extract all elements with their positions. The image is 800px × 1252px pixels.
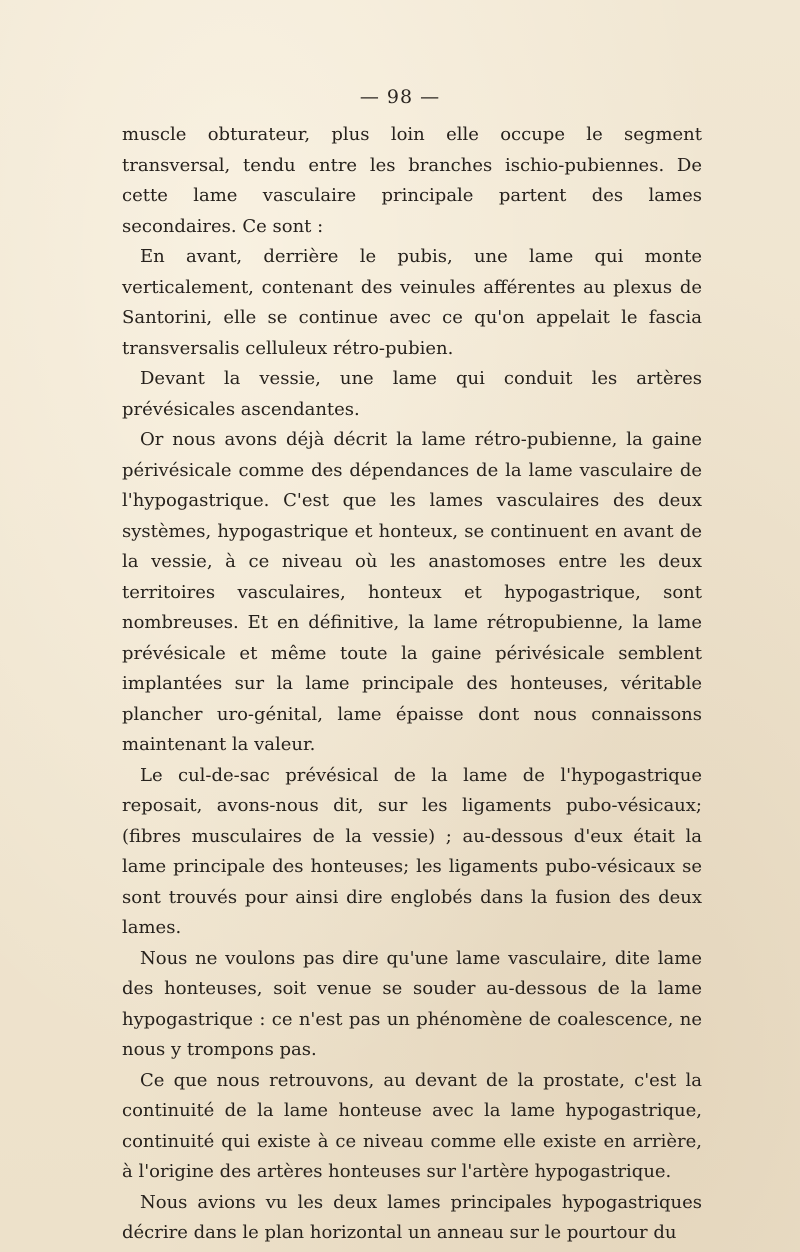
paragraph-2: En avant, derrière le pubis, une lame qui monte verticalement, contenant des veinules afférentes au plexus de Santorini, elle se continue avec ce qu'on appelait le fascia transversalis celluleux rétro-pubien. (122, 246, 702, 359)
paragraph-7: Ce que nous retrouvons, au devant de la prostate, c'est la continuité de la lame honteuse avec la lame hypogastrique, continuité qui existe à ce niveau comme elle existe en arrière, à l'origine des artères honteuses sur l'artère hypogastrique. (122, 1069, 702, 1182)
paragraph-8: Nous avions vu les deux lames principales hypogastriques décrire dans le plan horizontal un anneau sur le pourtour du (122, 1191, 702, 1243)
paragraph-4: Or nous avons déjà décrit la lame rétro-pubienne, la gaine périvésicale comme des dépendances de la lame vasculaire de l'hypogastrique. C'est que les lames vasculaires des deux systèmes, hypogastrique et honteux, se continuent en avant de la vessie, à ce niveau où les anastomoses entre les deux territoires vasculaires, honteux et hypogastrique, sont nombreuses. Et en définitive, la lame rétropubienne, la lame prévésicale et même toute la gaine périvésicale semblent implantées sur la lame principale des honteuses, véritable plancher uro-génital, lame épaisse dont nous connaissons maintenant la valeur. (122, 429, 702, 755)
paragraph-3: Devant la vessie, une lame qui conduit les artères prévésicales ascendantes. (122, 368, 702, 420)
page-number: — 98 — (359, 86, 441, 108)
paragraph-1: muscle obturateur, plus loin elle occupe le segment transversal, tendu entre les branches ischio-pubiennes. De cette lame vasculaire principale partent des lames secondaires. Ce sont : (122, 124, 702, 237)
body-text (122, 120, 702, 1249)
paragraph-5: Le cul-de-sac prévésical de la lame de l'hypogastrique reposait, avons-nous dit, sur les ligaments pubo-vésicaux; (fibres musculaires de la vessie) ; au-dessous d'eux était la lame principale des honteuses; les ligaments pubo-vésicaux se sont trouvés pour ainsi dire englobés dans la fusion des deux lames. (122, 764, 702, 938)
paragraph-6: Nous ne voulons pas dire qu'une lame vasculaire, dite lame des honteuses, soit venue se souder au-dessous de la lame hypogastrique : ce n'est pas un phénomène de coalescence, ne nous y trompons pas. (122, 947, 702, 1060)
